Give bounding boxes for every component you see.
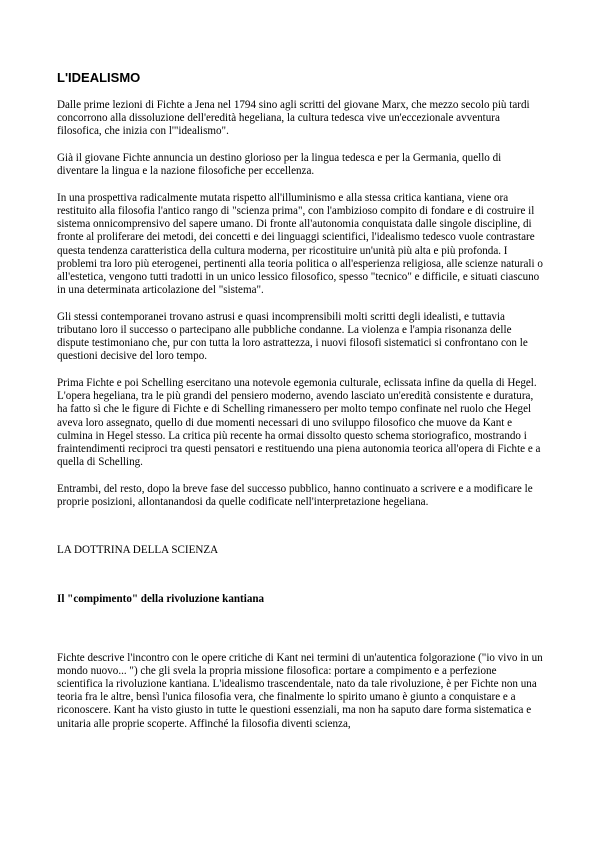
body-paragraph-7: Fichte descrive l'incontro con le opere critiche di Kant nei termini di un'autentica folgorazione ("io vivo in un mondo nuovo... ") che gli svela la propria missione filosofica: portare a compimento e a perfezione scientifica la rivoluzione kantiana. L'idealismo trascendentale, nato da tale rivoluzione, è per Fichte non una teoria fra le altre, bensì l'unica filosofia vera, che finalmente lo spirito umano è giunto a conquistare e a riconoscere. Kant ha visto giusto in tutte le questioni essenziali, ma non ha saputo dare forma sistematica e unitaria alle proprie scoperte. Affinché la filosofia diventi scienza,: [57, 651, 543, 730]
body-paragraph-3: In una prospettiva radicalmente mutata rispetto all'illuminismo e alla stessa critica kantiana, viene ora restituito alla filosofia l'antico rango di "scienza prima", con l'ambizioso compito di fondare e di costruire il sistema onnicomprensivo del sapere umano. Di fronte all'autonomia conquistata dalle singole discipline, di fronte al proliferare dei metodi, dei concetti e dei linguaggi scientifici, l'idealismo tedesco vuole contrastare questa tendenza caratteristica della cultura moderna, per ricostituire un'unità più alta e più profonda. I problemi tra loro più eterogenei, pertinenti alla teoria politica o all'esperienza religiosa, alle scienze naturali o all'estetica, vengono tutti tradotti in un unico lessico filosofico, spesso "tecnico" e difficile, e situati ciascuno in una determinata articolazione del "sistema".: [57, 191, 543, 297]
section-heading: LA DOTTRINA DELLA SCIENZA: [57, 544, 219, 557]
body-paragraph-4: Gli stessi contemporanei trovano astrusi e quasi incomprensibili molti scritti degli idealisti, e tuttavia tributano loro il successo o partecipano alle pubbliche condanne. La violenza e l'ampia risonanza delle dispute testimoniano che, pur con tutta la loro astrattezza, i nuovi filosofi sistematici si confrontano con le questioni decisive del loro tempo.: [57, 310, 528, 363]
body-paragraph-5: Prima Fichte e poi Schelling esercitano una notevole egemonia culturale, eclissata infine da quella di Hegel. L'opera hegeliana, tra le più grandi del pensiero moderno, avendo lasciato un'eredità consistente e duratura, ha fatto sì che le figure di Fichte e di Schelling rimanessero per molto tempo confinate nel ruolo che Hegel aveva loro assegnato, quello di due momenti necessari di uno sviluppo filosofico che muove da Kant e culmina in Hegel stesso. La critica più recente ha ormai dissolto questo schema storiografico, mostrando i fraintendimenti reciproci tra questi pensatori e restituendo una piena autonomia teorica all'opera di Fichte e a quella di Schelling.: [57, 377, 541, 469]
document-title: L'IDEALISMO: [57, 70, 141, 85]
body-paragraph-1: Dalle prime lezioni di Fichte a Jena nel 1794 sino agli scritti del giovane Marx, che mezzo secolo più tardi concorrono alla dissoluzione dell'eredità hegeliana, la cultura tedesca vive un'eccezionale avventura filosofica, che inizia con l'"idealismo".: [57, 99, 530, 138]
subsection-heading: Il "compimento" della rivoluzione kantiana: [57, 593, 265, 606]
body-paragraph-6: Entrambi, del resto, dopo la breve fase del successo pubblico, hanno continuato a scrivere e a modificare le proprie posizioni, allontanandosi da quelle codificate nell'interpretazione hegeliana.: [57, 482, 533, 509]
body-paragraph-2: Già il giovane Fichte annuncia un destino glorioso per la lingua tedesca e per la Germania, quello di diventare la lingua e la nazione filosofiche per eccellenza.: [57, 152, 502, 178]
document-body: [57, 71, 544, 744]
